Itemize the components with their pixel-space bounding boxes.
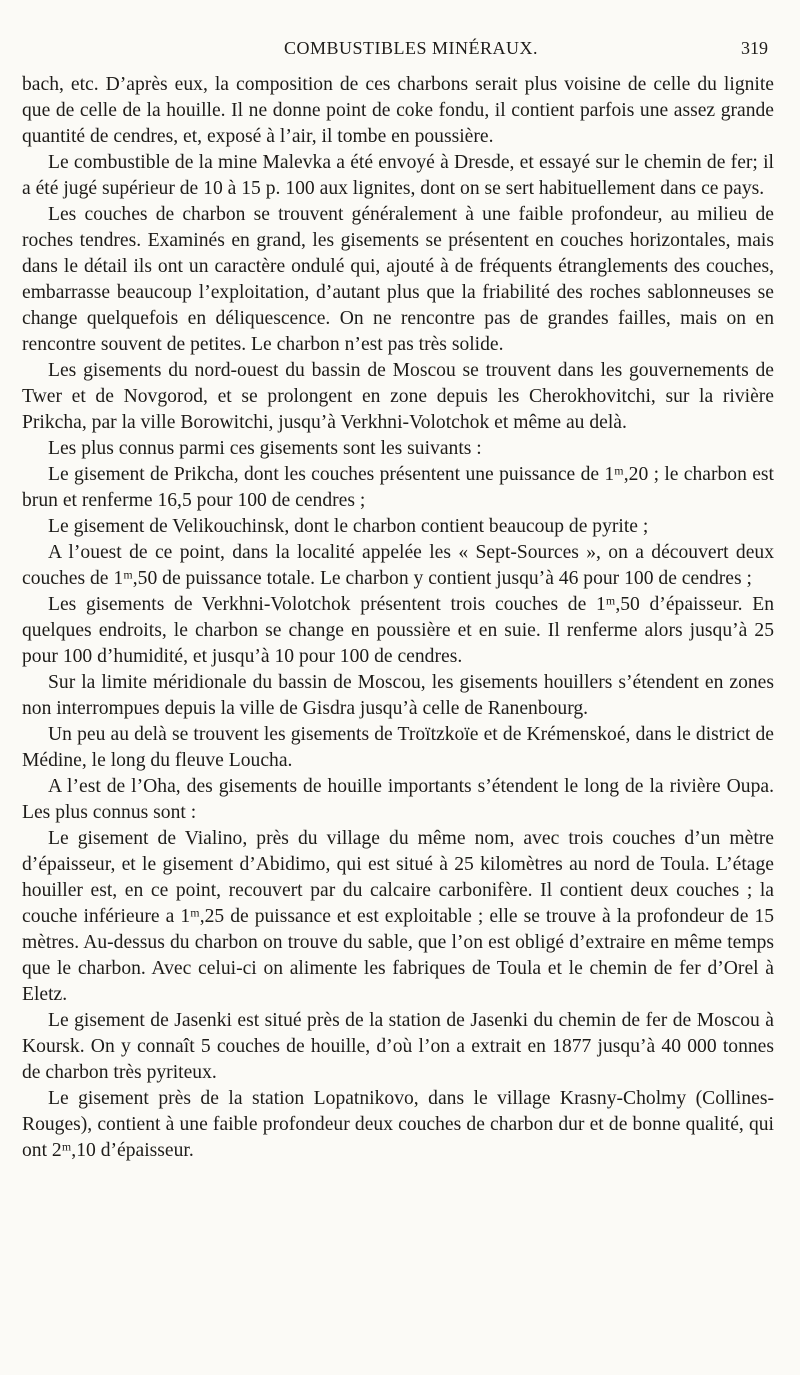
paragraph: Le gisement de Jasenki est situé près de la station de Jasenki du chemin de fer de Moscou à Koursk. On y connaît 5 couches de houille, d’où l’on a extrait en 1877 jusqu’à 40 000 tonnes de charbon très pyriteux. [22,1010,774,1083]
running-title: COMBUSTIBLES MINÉRAUX. [284,38,539,58]
paragraph: Les plus connus parmi ces gisements sont les suivants : [48,438,482,459]
paragraph: Les gisements du nord-ouest du bassin de Moscou se trouvent dans les gouvernements de Twer et de Novgorod, et se prolongent en zone depuis les Cherokhovitchi, sur la rivière Prikcha, par la ville Borowitchi, jusqu’à Verkhni-Volotchok et même au delà. [22,360,774,433]
running-header [0,38,800,68]
paragraph: A l’est de l’Oha, des gisements de houille importants s’étendent le long de la rivière Oupa. Les plus connus sont : [22,776,774,823]
paragraph: Le gisement de Prikcha, dont les couches présentent une puissance de 1ᵐ,20 ; le charbon est brun et renferme 16,5 pour 100 de cendres ; [22,464,774,511]
page-number: 319 [741,38,768,58]
paragraph: Les couches de charbon se trouvent généralement à une faible profondeur, au milieu de roches tendres. Examinés en grand, les gisements se présentent en couches horizontales, mais dans le détail ils ont un caractère ondulé qui, ajouté à de fréquents étranglements des couches, embarrasse beaucoup l’exploitation, d’autant plus que la friabilité des roches sablonneuses se change quelquefois en déliquescence. On ne rencontre pas de grandes failles, mais on en rencontre souvent de petites. Le charbon n’est pas très solide. [22,204,774,355]
paragraph: Le gisement de Velikouchinsk, dont le charbon contient beaucoup de pyrite ; [48,516,649,537]
body-text [22,72,774,1164]
paragraph: Un peu au delà se trouvent les gisements de Troïtzkoïe et de Krémenskoé, dans le district de Médine, le long du fleuve Loucha. [22,724,774,771]
paragraph: Le gisement près de la station Lopatnikovo, dans le village Krasny-Cholmy (Collines-Rouges), contient à une faible profondeur deux couches de charbon dur et de bonne qualité, qui ont 2ᵐ,10 d’épaisseur. [22,1088,774,1161]
paragraph: A l’ouest de ce point, dans la localité appelée les « Sept-Sources », on a découvert deux couches de 1ᵐ,50 de puissance totale. Le charbon y contient jusqu’à 46 pour 100 de cendres ; [22,542,774,589]
paragraph: Le gisement de Vialino, près du village du même nom, avec trois couches d’un mètre d’épaisseur, et le gisement d’Abidimo, qui est situé à 25 kilomètres au nord de Toula. L’étage houiller est, en ce point, recouvert par du calcaire carbonifère. Il contient deux couches ; la couche inférieure a 1ᵐ,25 de puissance et est exploitable ; elle se trouve à la profondeur de 15 mètres. Au-dessus du charbon on trouve du sable, que l’on est obligé d’extraire en même temps que le charbon. Avec celui-ci on alimente les fabriques de Toula et le chemin de fer d’Orel à Eletz. [22,828,774,1005]
paragraph: bach, etc. D’après eux, la composition de ces charbons serait plus voisine de celle du lignite que de celle de la houille. Il ne donne point de coke fondu, il contient parfois une assez grande quantité de cendres, et, exposé à l’air, il tombe en poussière. [22,74,774,147]
paragraph: Le combustible de la mine Malevka a été envoyé à Dresde, et essayé sur le chemin de fer; il a été jugé supérieur de 10 à 15 p. 100 aux lignites, dont on se sert habituellement dans ce pays. [22,152,774,199]
paragraph: Sur la limite méridionale du bassin de Moscou, les gisements houillers s’étendent en zones non interrompues depuis la ville de Gisdra jusqu’à celle de Ranenbourg. [22,672,774,719]
paragraph: Les gisements de Verkhni-Volotchok présentent trois couches de 1ᵐ,50 d’épaisseur. En quelques endroits, le charbon se change en poussière et en suie. Il renferme alors jusqu’à 25 pour 100 d’humidité, et jusqu’à 10 pour 100 de cendres. [22,594,774,667]
